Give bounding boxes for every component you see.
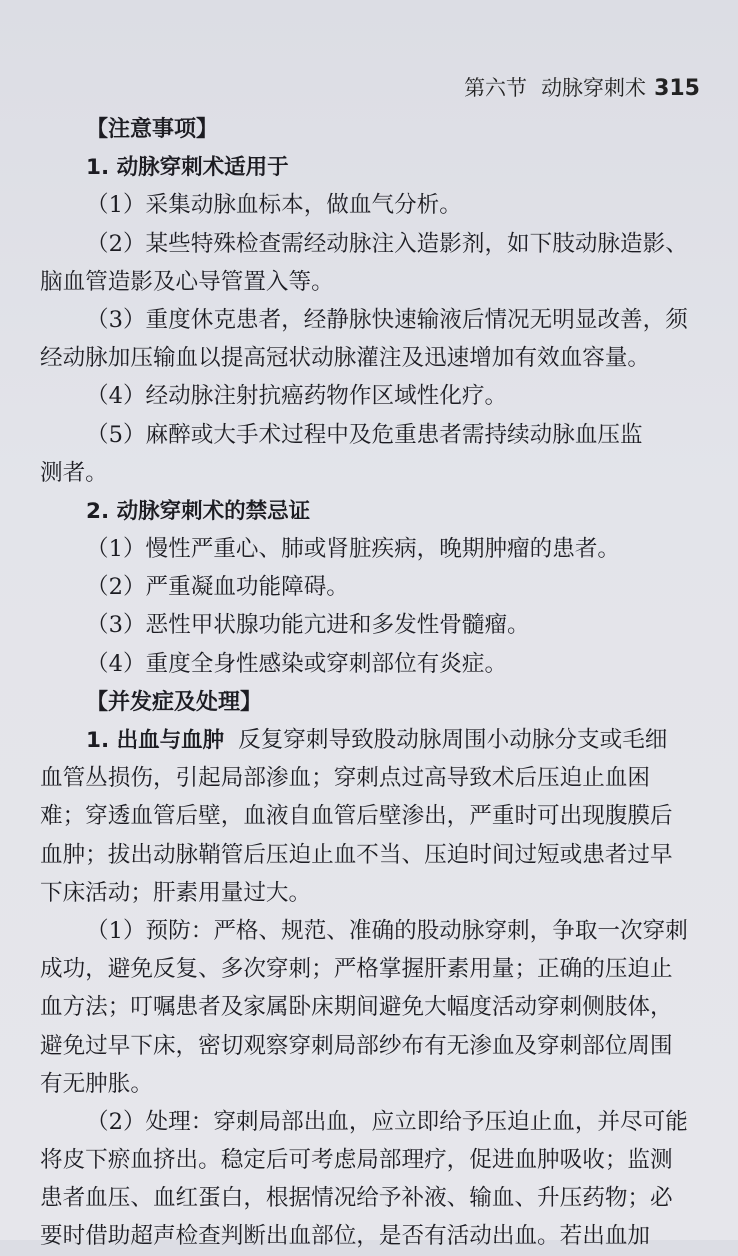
page-body	[40, 110, 690, 1256]
header-chapter: 动脉穿刺术	[541, 76, 647, 100]
treatment-line-1: （2）处理：穿刺局部出血，应立即给予压迫止血，并尽可能	[86, 1108, 688, 1135]
contraindication-2: （2）严重凝血功能障碍。	[86, 574, 349, 601]
indication-2-line-2: 脑血管造影及心导管置入等。	[40, 268, 334, 295]
indication-2-line-1: （2）某些特殊检查需经动脉注入造影剂，如下肢动脉造影、	[86, 230, 688, 257]
prevention-line-5: 有无肿胀。	[40, 1070, 153, 1097]
treatment-line-3: 患者血压、血红蛋白，根据情况给予补液、输血、升压药物；必	[40, 1185, 673, 1212]
prevention-line-1: （1）预防：严格、规范、准确的股动脉穿刺，争取一次穿刺	[86, 917, 688, 944]
bleeding-text-1: 反复穿刺导致股动脉周围小动脉分支或毛细	[238, 727, 668, 753]
prevention-line-2: 成功，避免反复、多次穿刺；严格掌握肝素用量；正确的压迫止	[40, 956, 673, 983]
contraindication-4: （4）重度全身性感染或穿刺部位有炎症。	[86, 650, 508, 677]
header-section: 第六节	[464, 76, 528, 100]
prevention-line-4: 避免过早下床，密切观察穿刺局部纱布有无渗血及穿刺部位周围	[40, 1032, 673, 1059]
bleeding-line-2: 血管丛损伤，引起局部渗血；穿刺点过高导致术后压迫止血困	[40, 765, 651, 792]
running-header	[464, 72, 700, 102]
treatment-line-4: 要时借助超声检查判断出血部位，是否有活动出血。若出血加	[40, 1223, 651, 1250]
bleeding-line-3: 难；穿透血管后壁，血液自血管后壁渗出，严重时可出现腹膜后	[40, 803, 673, 830]
bleeding-line-4: 血肿；拔出动脉鞘管后压迫止血不当、压迫时间过短或患者过早	[40, 841, 673, 868]
complications-heading: 【并发症及处理】	[86, 689, 263, 715]
indication-1: （1）采集动脉血标本，做血气分析。	[86, 192, 462, 219]
notes-heading: 【注意事项】	[86, 117, 219, 142]
indications-heading: 1. 动脉穿刺术适用于	[86, 155, 289, 181]
bleeding-line-5: 下床活动；肝素用量过大。	[40, 879, 312, 906]
contraindication-3: （3）恶性甲状腺功能亢进和多发性骨髓瘤。	[86, 612, 530, 639]
contraindications-heading: 2. 动脉穿刺术的禁忌证	[86, 498, 311, 524]
indication-3-line-1: （3）重度休克患者，经静脉快速输液后情况无明显改善，须	[86, 306, 688, 333]
treatment-line-2: 将皮下瘀血挤出。稳定后可考虑局部理疗，促进血肿吸收；监测	[40, 1147, 673, 1174]
bleeding-line-1	[40, 721, 690, 759]
prevention-line-3: 血方法；叮嘱患者及家属卧床期间避免大幅度活动穿刺侧肢体，	[40, 994, 673, 1021]
contraindication-1: （1）慢性严重心、肺或肾脏疾病，晚期肿瘤的患者。	[86, 536, 621, 563]
indication-4: （4）经动脉注射抗癌药物作区域性化疗。	[86, 383, 508, 410]
indication-3-line-2: 经动脉加压输血以提高冠状动脉灌注及迅速增加有效血容量。	[40, 345, 651, 372]
bleeding-title: 1. 出血与血肿	[86, 728, 225, 753]
indication-5-line-2: 测者。	[40, 459, 108, 486]
page-number: 315	[654, 76, 700, 101]
indication-5-line-1: （5）麻醉或大手术过程中及危重患者需持续动脉血压监	[86, 421, 643, 448]
